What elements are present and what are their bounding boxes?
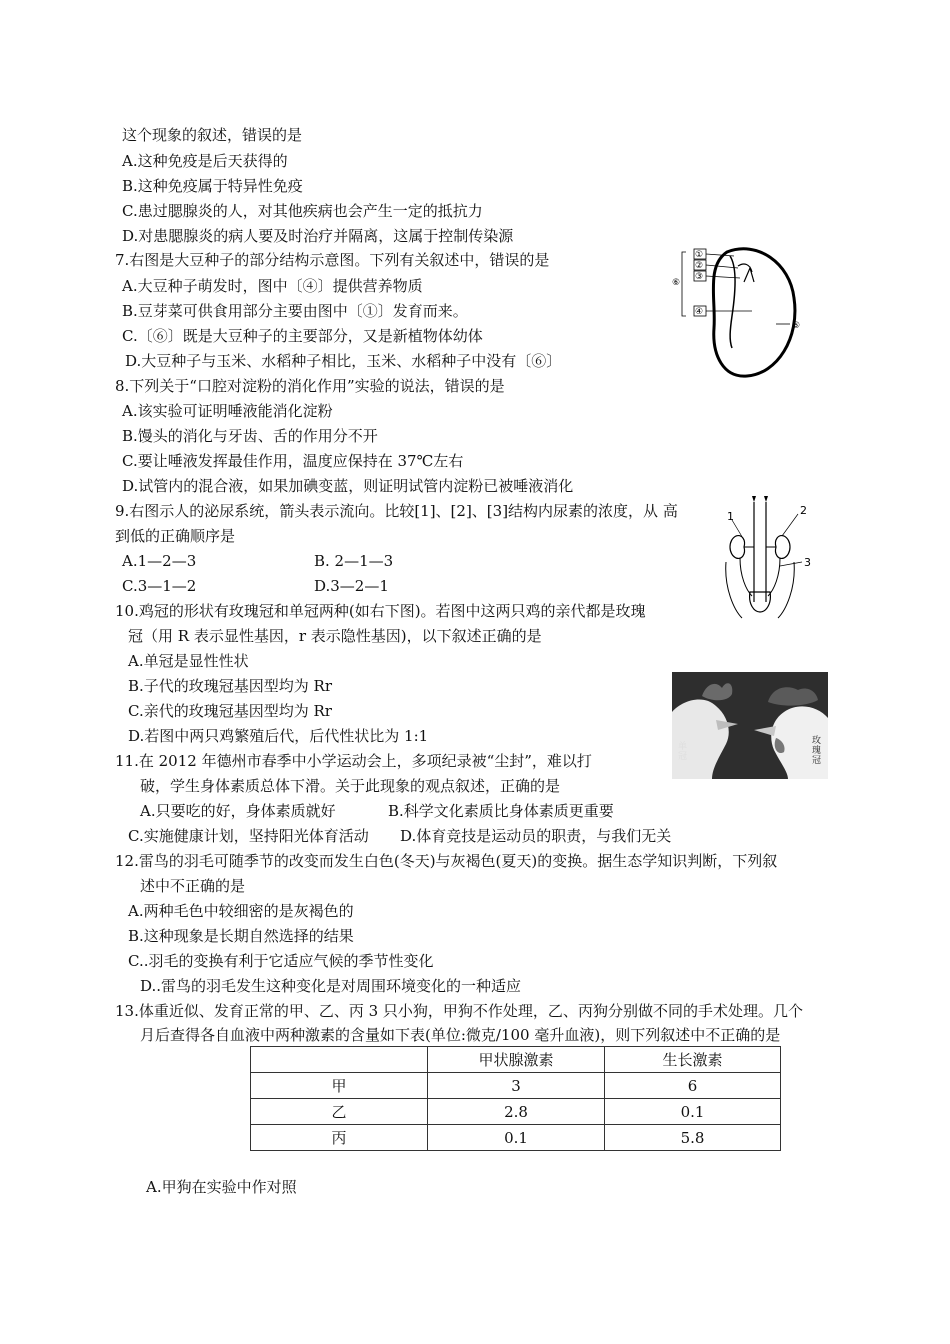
- table-cell: 0.1: [605, 1099, 781, 1125]
- q6-option-b: B.这种免疫属于特异性免疫: [122, 177, 303, 195]
- q12-option-c: C..羽毛的变换有利于它适应气候的季节性变化: [128, 952, 434, 970]
- q12-stem-line1: 12.雷鸟的羽毛可随季节的改变而发生白色(冬天)与灰褐色(夏天)的变换。据生态学知识判断，下列叙: [115, 852, 778, 870]
- q8-option-d: D.试管内的混合液，如果加碘变蓝，则证明试管内淀粉已被唾液消化: [122, 477, 574, 495]
- soybean-seed-diagram: [672, 238, 822, 380]
- q6-option-d: D.对患腮腺炎的病人要及时治疗并隔离，这属于控制传染源: [122, 227, 514, 245]
- table-header-cell: 甲状腺激素: [428, 1047, 605, 1073]
- photo-label-single-comb: 单冠: [678, 742, 688, 762]
- hormone-table: [250, 1046, 781, 1151]
- table-header-row: [251, 1047, 781, 1073]
- q7-option-c: C.〔⑥〕既是大豆种子的主要部分，又是新植物体幼体: [122, 327, 483, 345]
- q9-option-b: B. 2—1—3: [314, 552, 394, 570]
- urinary-label-1: 1: [727, 510, 734, 523]
- q10-option-c: C.亲代的玫瑰冠基因型均为 Rr: [128, 702, 332, 720]
- table-header-cell: 生长激素: [605, 1047, 781, 1073]
- q11-option-d: D.体育竞技是运动员的职责，与我们无关: [400, 827, 672, 845]
- table-cell: 乙: [251, 1099, 428, 1125]
- seed-label-1: ①: [695, 250, 704, 260]
- q8-stem: 8.下列关于“口腔对淀粉的消化作用”实验的说法，错误的是: [115, 377, 505, 395]
- q6-option-c: C.患过腮腺炎的人，对其他疾病也会产生一定的抵抗力: [122, 202, 483, 220]
- seed-label-5: ⑤: [792, 321, 801, 331]
- q11-option-b: B.科学文化素质比身体素质更重要: [388, 802, 614, 820]
- seed-label-4: ④: [695, 307, 704, 317]
- q13-option-a: A.甲狗在实验中作对照: [146, 1178, 297, 1196]
- q9-option-a: A.1—2—3: [122, 552, 197, 570]
- q10-option-a: A.单冠是显性性状: [128, 652, 249, 670]
- q11-stem-line2: 破，学生身体素质总体下滑。关于此现象的观点叙述，正确的是: [140, 777, 561, 795]
- q6-option-a: A.这种免疫是后天获得的: [122, 152, 288, 170]
- q9-option-d: D.3—2—1: [314, 577, 389, 595]
- seed-label-6: ⑥: [672, 278, 681, 288]
- q6-stem: 这个现象的叙述，错误的是: [122, 126, 303, 144]
- q8-option-b: B.馒头的消化与牙齿、舌的作用分不开: [122, 427, 378, 445]
- q9-stem-line1: 9.右图示人的泌尿系统，箭头表示流向。比较[1]、[2]、[3]结构内尿素的浓度，从 高: [115, 502, 678, 520]
- table-cell: 3: [428, 1073, 605, 1099]
- q12-option-a: A.两种毛色中较细密的是灰褐色的: [128, 902, 354, 920]
- q10-stem-line2: 冠（用 R 表示显性基因，r 表示隐性基因)，以下叙述正确的是: [128, 627, 542, 645]
- table-cell: 丙: [251, 1125, 428, 1151]
- q11-option-c: C.实施健康计划，坚持阳光体育活动: [128, 827, 369, 845]
- q12-option-d: D..雷鸟的羽毛发生这种变化是对周围环境变化的一种适应: [140, 977, 522, 995]
- table-cell: 6: [605, 1073, 781, 1099]
- q8-option-a: A.该实验可证明唾液能消化淀粉: [122, 402, 333, 420]
- rooster-comb-photo: [672, 672, 828, 779]
- table-cell: 2.8: [428, 1099, 605, 1125]
- q12-option-b: B.这种现象是长期自然选择的结果: [128, 927, 354, 945]
- q7-option-b: B.豆芽菜可供食用部分主要由图中〔①〕发育而来。: [122, 302, 468, 320]
- photo-label-rose-comb: 玫瑰冠: [812, 736, 822, 766]
- table-cell: 甲: [251, 1073, 428, 1099]
- table-row: [251, 1073, 781, 1099]
- table-cell: 5.8: [605, 1125, 781, 1151]
- urinary-label-2: 2: [800, 504, 807, 517]
- q10-option-b: B.子代的玫瑰冠基因型均为 Rr: [128, 677, 333, 695]
- q11-stem-line1: 11.在 2012 年德州市春季中小学运动会上，多项纪录被“尘封”，难以打: [115, 752, 592, 770]
- urinary-system-diagram: [722, 492, 814, 620]
- q10-stem-line1: 10.鸡冠的形状有玫瑰冠和单冠两种(如右下图)。若图中这两只鸡的亲代都是玫瑰: [115, 602, 646, 620]
- q13-stem-line1: 13.体重近似、发育正常的甲、乙、丙 3 只小狗，甲狗不作处理，乙、丙狗分别做不同的手术处理。几个: [115, 1002, 803, 1020]
- seed-label-2: ②: [695, 261, 704, 271]
- q10-option-d: D.若图中两只鸡繁殖后代，后代性状比为 1:1: [128, 727, 429, 745]
- table-header-cell: [251, 1047, 428, 1073]
- q7-option-d: D.大豆种子与玉米、水稻种子相比，玉米、水稻种子中没有〔⑥〕: [125, 352, 562, 370]
- urinary-label-3: 3: [804, 556, 811, 569]
- table-row: [251, 1125, 781, 1151]
- seed-label-3: ③: [695, 272, 704, 282]
- q7-option-a: A.大豆种子萌发时，图中〔④〕提供营养物质: [122, 277, 423, 295]
- q8-option-c: C.要让唾液发挥最佳作用，温度应保持在 37℃左右: [122, 452, 464, 470]
- q9-stem-line2: 到低的正确顺序是: [115, 527, 236, 545]
- q12-stem-line2: 述中不正确的是: [140, 877, 246, 895]
- table-cell: 0.1: [428, 1125, 605, 1151]
- q11-option-a: A.只要吃的好，身体素质就好: [140, 802, 336, 820]
- table-row: [251, 1099, 781, 1125]
- q9-option-c: C.3—1—2: [122, 577, 197, 595]
- q13-stem-line2: 月后查得各自血液中两种激素的含量如下表(单位:微克/100 毫升血液)，则下列叙述中不正确的是: [140, 1026, 781, 1044]
- q7-stem: 7.右图是大豆种子的部分结构示意图。下列有关叙述中，错误的是: [115, 251, 550, 269]
